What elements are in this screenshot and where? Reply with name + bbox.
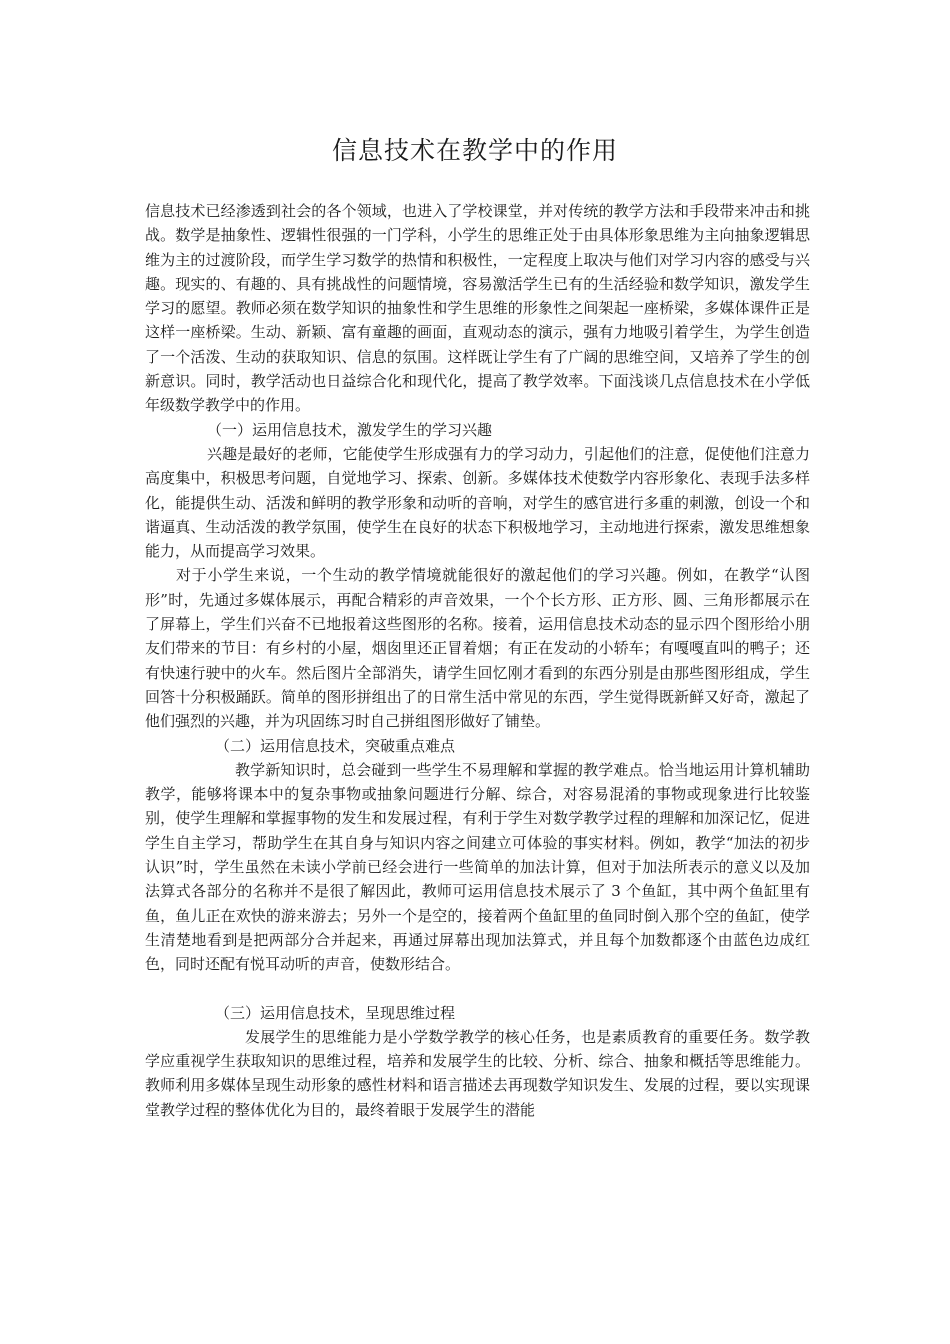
section-heading-2: （二）运用信息技术，突破重点难点 (215, 736, 456, 755)
paragraph-spacer (145, 977, 810, 1001)
section-1-paragraph-2: 对于小学生来说，一个生动的教学情境就能很好的激起他们的学习兴趣。例如，在教学“认图形”时，先通过多媒体展示，再配合精彩的声音效果，一个个长方形、正方形、圆、三角形都展示在了屏幕上，学生们兴奋不已地报着这些图形的名称。接着，运用信息技术动态的显示四个图形给小朋友们带来的节目：有乡村的小屋，烟囱里还正冒着烟；有正在发动的小轿车；有嘎嘎直叫的鸭子；还有快速行驶中的火车。然后图片全部消失，请学生回忆刚才看到的东西分别是由那些图形组成，学生回答十分积极踊跃。简单的图形拼组出了的日常生活中常见的东西，学生觉得既新鲜又好奇，激起了他们强烈的兴趣，并为巩固练习时自己拼组图形做好了铺垫。 (145, 566, 810, 731)
section-heading-3: （三）运用信息技术，呈现思维过程 (215, 1003, 456, 1022)
intro-paragraph: 信息技术已经渗透到社会的各个领域，也进入了学校课堂，并对传统的教学方法和手段带来冲击和挑战。数学是抽象性、逻辑性很强的一门学科，小学生的思维正处于由具体形象思维为主向抽象逻辑思维为主的过渡阶段，而学生学习数学的热情和积极性，一定程度上取决与他们对学习内容的感受与兴趣。现实的、有趣的、具有挑战性的问题情境，容易激活学生已有的生活经验和数学知识，激发学生学习的愿望。教师必须在数学知识的抽象性和学生思维的形象性之间架起一座桥梁，多媒体课件正是这样一座桥梁。生动、新颖、富有童趣的画面，直观动态的演示，强有力地吸引着学生，为学生创造了一个活泼、生动的获取知识、信息的氛围。这样既让学生有了广阔的思维空间，又培养了学生的创新意识。同时，教学活动也日益综合化和现代化，提高了教学效率。下面浅谈几点信息技术在小学低年级数学教学中的作用。 (145, 202, 810, 415)
document-body (145, 199, 810, 1122)
section-heading-1: （一）运用信息技术，激发学生的学习兴趣 (207, 420, 493, 439)
section-1-paragraph-1: 兴趣是最好的老师，它能使学生形成强有力的学习动力，引起他们的注意，促使他们注意力高度集中，积极思考问题，自觉地学习、探索、创新。多媒体技术使数学内容形象化、表现手法多样化，能提供生动、活泼和鲜明的教学形象和动听的音响，对学生的感官进行多重的刺激，创设一个和谐逼真、生动活泼的教学氛围，使学生在良好的状态下积极地学习，主动地进行探索，激发思维想象能力，从而提高学习效果。 (145, 444, 810, 561)
section-3-paragraph-1: 发展学生的思维能力是小学数学教学的核心任务，也是素质教育的重要任务。数学教学应重视学生获取知识的思维过程，培养和发展学生的比较、分析、综合、抽象和概括等思维能力。教师利用多媒体呈现生动形象的感性材料和语言描述去再现数学知识发生、发展的过程，要以实现课堂教学过程的整体优化为目的，最终着眼于发展学生的潜能 (145, 1027, 810, 1119)
document-title: 信息技术在教学中的作用 (331, 136, 618, 165)
section-2-paragraph-1: 教学新知识时，总会碰到一些学生不易理解和掌握的教学难点。恰当地运用计算机辅助教学，能够将课本中的复杂事物或抽象问题进行分解、综合，对容易混淆的事物或现象进行比较鉴别，使学生理解和掌握事物的发生和发展过程，有利于学生对数学教学过程的理解和加深记忆，促进学生自主学习，帮助学生在其自身与知识内容之间建立可体验的事实材料。例如，教学“加法的初步认识”时，学生虽然在未读小学前已经会进行一些简单的加法计算，但对于加法所表示的意义以及加法算式各部分的名称并不是很了解因此，教师可运用信息技术展示了 3 个鱼缸，其中两个鱼缸里有鱼，鱼儿正在欢快的游来游去；另外一个是空的，接着两个鱼缸里的鱼同时倒入那个空的鱼缸，使学生清楚地看到是把两部分合并起来，再通过屏幕出现加法算式，并且每个加数都逐个由蓝色边成红色，同时还配有悦耳动听的声音，使数形结合。 (145, 760, 810, 974)
